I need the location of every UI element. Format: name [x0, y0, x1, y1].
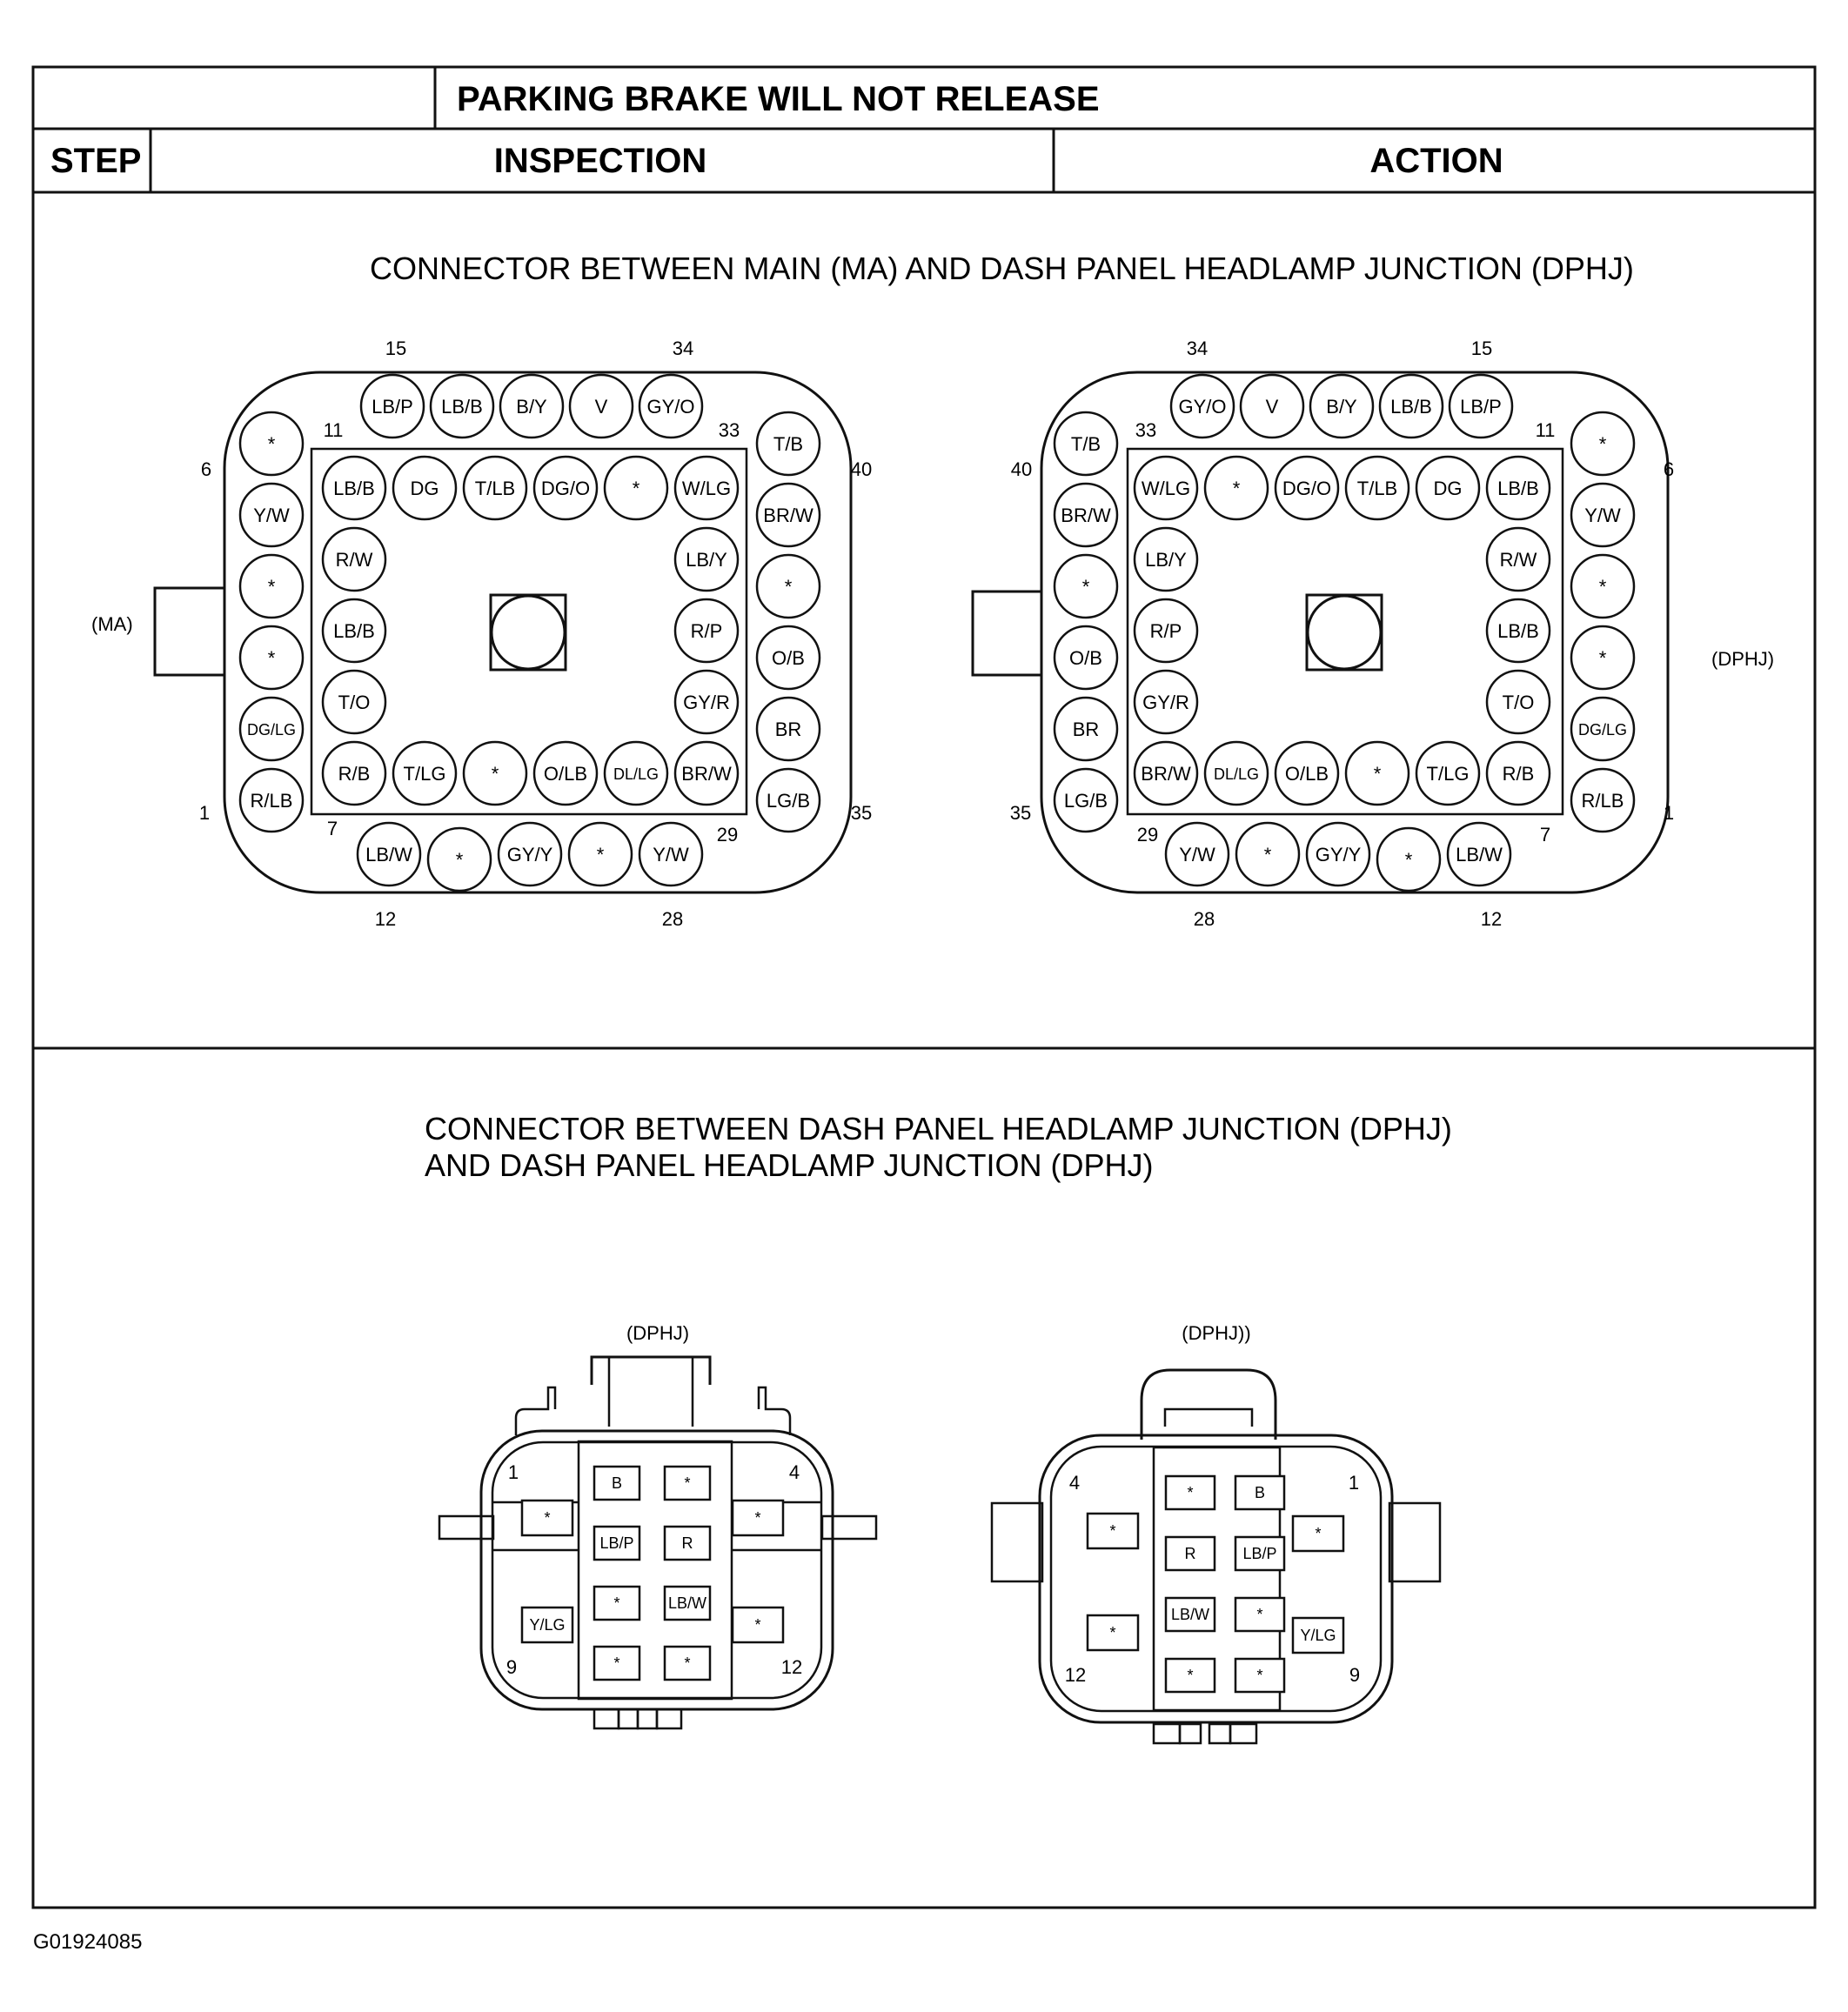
pin-cavity	[500, 375, 563, 438]
svg-text:BR/W: BR/W	[1061, 505, 1111, 526]
svg-text:R/LB: R/LB	[250, 790, 293, 812]
connector-dphj-12pin-right	[992, 1322, 1440, 1743]
pin-cavity	[1235, 1598, 1284, 1631]
connector-latch	[973, 592, 1041, 675]
pin-cavity	[431, 375, 493, 438]
pin-number-6: 6	[200, 458, 212, 480]
pin-cavity	[1571, 555, 1634, 618]
pin-number-33: 33	[1135, 419, 1157, 441]
pin-cavity	[639, 823, 702, 886]
pin-cavity	[323, 599, 385, 662]
svg-text:O/LB: O/LB	[543, 763, 588, 785]
svg-text:*: *	[1404, 849, 1413, 871]
bottom-row-pins	[1166, 823, 1510, 891]
svg-text:DG: DG	[1433, 478, 1463, 499]
pin-cavity	[1571, 626, 1634, 689]
pin-cavity	[1135, 671, 1197, 733]
center-post	[1308, 596, 1381, 669]
connector-dphj-12pin-left	[439, 1322, 876, 1728]
svg-text:*: *	[455, 849, 464, 871]
svg-text:*: *	[1315, 1525, 1322, 1542]
svg-text:LB/P: LB/P	[372, 396, 413, 418]
pin-cavity	[594, 1527, 639, 1560]
pin-cavity	[1448, 823, 1510, 886]
svg-text:*: *	[1256, 1606, 1263, 1623]
pin-cavity	[1166, 1476, 1215, 1509]
svg-text:R/W: R/W	[335, 549, 373, 571]
pin-number-6: 6	[1663, 458, 1675, 480]
pin-cavity	[605, 742, 667, 805]
pin-cavity	[240, 769, 303, 832]
pin-cavity	[1293, 1618, 1343, 1653]
svg-text:*: *	[1263, 844, 1272, 866]
pin-cavity	[1088, 1514, 1138, 1548]
action-column-header: ACTION	[1369, 142, 1503, 180]
svg-text:O/B: O/B	[1069, 647, 1102, 669]
pin-number-7: 7	[1539, 824, 1551, 846]
figure-id: G01924085	[33, 1930, 143, 1954]
pin-cavity	[1235, 1476, 1284, 1509]
pin-cavity	[757, 769, 820, 832]
pin-cavity	[1346, 457, 1409, 519]
svg-text:LB/P: LB/P	[599, 1534, 634, 1552]
svg-text:R: R	[1184, 1545, 1196, 1562]
pin-number-28: 28	[661, 908, 684, 930]
pin-number-29: 29	[1136, 824, 1159, 846]
svg-text:LG/B: LG/B	[1063, 790, 1108, 812]
svg-text:LB/B: LB/B	[441, 396, 483, 418]
svg-text:*: *	[1598, 647, 1607, 669]
pin-cavity	[665, 1647, 710, 1680]
svg-text:*: *	[1187, 1667, 1194, 1684]
pin-cavity	[1571, 698, 1634, 760]
connector-dphj-40pin	[973, 338, 1774, 930]
pin-cavity	[323, 457, 385, 519]
side-tab	[992, 1503, 1042, 1581]
svg-text:R/B: R/B	[1502, 763, 1535, 785]
pin-cavity	[1276, 457, 1338, 519]
pin-cavity	[1276, 742, 1338, 805]
pin-cavity	[1055, 412, 1117, 475]
step-column-header: STEP	[50, 142, 142, 180]
svg-text:LB/B: LB/B	[1390, 396, 1432, 418]
svg-text:O/B: O/B	[772, 647, 805, 669]
pin-cavity	[464, 457, 526, 519]
pin-cavity	[1205, 457, 1268, 519]
svg-text:BR/W: BR/W	[1141, 763, 1191, 785]
pin-number-1: 1	[507, 1461, 519, 1483]
svg-text:LG/B: LG/B	[766, 790, 811, 812]
pin-cavity	[499, 823, 561, 886]
svg-text:GY/O: GY/O	[1178, 396, 1227, 418]
svg-text:BR/W: BR/W	[763, 505, 814, 526]
connector-label: (MA)	[91, 613, 133, 635]
svg-text:GY/Y: GY/Y	[506, 844, 553, 866]
pin-cavity	[1235, 1537, 1284, 1570]
svg-text:LB/W: LB/W	[365, 844, 412, 866]
svg-text:T/B: T/B	[773, 433, 804, 455]
pin-cavity	[323, 671, 385, 733]
connector-body	[1040, 1435, 1392, 1722]
svg-text:T/LB: T/LB	[1356, 478, 1398, 499]
svg-text:*: *	[267, 647, 276, 669]
pin-cavity	[1236, 823, 1299, 886]
svg-text:R/B: R/B	[338, 763, 371, 785]
pin-cavity	[534, 742, 597, 805]
svg-text:*: *	[754, 1509, 761, 1527]
pin-cavity	[1235, 1659, 1284, 1692]
pin-cavity	[675, 457, 738, 519]
svg-text:LB/B: LB/B	[333, 478, 375, 499]
svg-text:*: *	[1373, 763, 1382, 785]
pin-cavity	[1205, 742, 1268, 805]
pin-cavity	[1416, 457, 1479, 519]
pin-cavity	[240, 626, 303, 689]
svg-text:*: *	[684, 1654, 691, 1672]
pin-cavity	[675, 671, 738, 733]
svg-text:B: B	[611, 1474, 623, 1492]
side-tab	[439, 1516, 493, 1539]
pin-cavity	[1241, 375, 1303, 438]
inner-top-row-pins	[1135, 457, 1550, 519]
pin-number-1: 1	[1348, 1472, 1360, 1494]
pin-cavity	[757, 412, 820, 475]
svg-text:LB/Y: LB/Y	[686, 549, 727, 571]
svg-text:*: *	[491, 763, 499, 785]
pin-cavity	[1380, 375, 1443, 438]
svg-text:LB/B: LB/B	[1497, 620, 1539, 642]
pin-cavity	[1487, 742, 1550, 805]
connector-body	[481, 1431, 833, 1709]
svg-text:R/P: R/P	[690, 620, 723, 642]
pin-cavity	[665, 1467, 710, 1500]
svg-text:V: V	[594, 396, 608, 418]
svg-text:*: *	[1256, 1667, 1263, 1684]
svg-text:Y/W: Y/W	[253, 505, 290, 526]
svg-text:*: *	[1187, 1484, 1194, 1501]
inner-bottom-row-pins	[1135, 742, 1550, 805]
pin-number-12: 12	[1480, 908, 1503, 930]
left-column-pins	[1055, 412, 1117, 832]
inner-right-column-pins	[675, 528, 738, 733]
left-column-pins	[240, 412, 303, 832]
pin-cavity	[1135, 742, 1197, 805]
pin-cavity	[464, 742, 526, 805]
pin-cavity	[1166, 1537, 1215, 1570]
pin-cavity	[570, 375, 633, 438]
pin-cavity	[1487, 599, 1550, 662]
svg-text:LB/W: LB/W	[667, 1594, 707, 1612]
inner-left-column-pins	[323, 528, 385, 733]
svg-text:LB/B: LB/B	[333, 620, 375, 642]
page-title: PARKING BRAKE WILL NOT RELEASE	[457, 80, 1100, 118]
svg-text:DG/O: DG/O	[540, 478, 591, 499]
svg-text:GY/Y: GY/Y	[1315, 844, 1362, 866]
svg-text:LB/Y: LB/Y	[1145, 549, 1187, 571]
pin-cavity	[1135, 457, 1197, 519]
connector-ma-40pin	[91, 338, 872, 930]
svg-text:*: *	[1232, 478, 1241, 499]
svg-text:LB/B: LB/B	[1497, 478, 1539, 499]
svg-text:R/LB: R/LB	[1581, 790, 1624, 812]
svg-text:B/Y: B/Y	[516, 396, 547, 418]
pin-cavity	[1055, 484, 1117, 546]
pin-number-40: 40	[1010, 458, 1033, 480]
inspection-column-header: INSPECTION	[493, 142, 707, 180]
pin-cavity	[675, 742, 738, 805]
pin-number-11: 11	[1535, 419, 1556, 441]
pin-cavity	[1487, 671, 1550, 733]
pin-cavity	[1377, 828, 1440, 891]
svg-text:Y/W: Y/W	[653, 844, 689, 866]
svg-text:GY/R: GY/R	[1142, 692, 1189, 713]
connector-label: (DPHJ)	[1711, 648, 1775, 670]
svg-text:LB/P: LB/P	[1460, 396, 1502, 418]
svg-text:O/LB: O/LB	[1284, 763, 1329, 785]
pin-cavity	[1571, 769, 1634, 832]
svg-text:*: *	[1109, 1624, 1116, 1641]
svg-text:LB/W: LB/W	[1456, 844, 1503, 866]
pin-cavity	[639, 375, 702, 438]
pin-cavity	[1487, 457, 1550, 519]
pin-cavity	[665, 1527, 710, 1560]
pin-cavity	[569, 823, 632, 886]
svg-text:DG/O: DG/O	[1282, 478, 1332, 499]
pin-cavity	[594, 1647, 639, 1680]
pin-cavity	[675, 599, 738, 662]
pin-number-15: 15	[385, 338, 407, 359]
pin-cavity	[534, 457, 597, 519]
svg-text:BR: BR	[774, 719, 802, 740]
connector-latch	[1142, 1370, 1276, 1440]
svg-text:B: B	[1254, 1484, 1266, 1501]
svg-text:*: *	[596, 844, 605, 866]
pin-cavity	[1416, 742, 1479, 805]
bottom-row-pins	[358, 823, 702, 891]
pin-cavity	[393, 457, 456, 519]
center-post	[492, 596, 565, 669]
svg-text:R: R	[681, 1534, 693, 1552]
inner-right-column-pins	[1487, 528, 1550, 733]
pin-number-12: 12	[780, 1656, 803, 1678]
pin-cavity	[358, 823, 420, 886]
svg-text:GY/R: GY/R	[683, 692, 730, 713]
svg-text:*: *	[613, 1654, 620, 1672]
svg-text:*: *	[754, 1616, 761, 1634]
svg-text:DG: DG	[410, 478, 439, 499]
pin-cavity	[240, 484, 303, 546]
pin-cavity	[1166, 1598, 1215, 1631]
pin-number-4: 4	[1068, 1472, 1081, 1494]
pin-cavity	[1088, 1615, 1138, 1650]
svg-text:DG/LG: DG/LG	[1577, 721, 1628, 739]
right-column-pins	[1571, 412, 1634, 832]
pin-cavity	[240, 555, 303, 618]
section2-title-line2: AND DASH PANEL HEADLAMP JUNCTION (DPHJ)	[425, 1147, 1154, 1183]
pin-number-9: 9	[1349, 1664, 1361, 1686]
pin-cavity	[393, 742, 456, 805]
table-frame	[33, 67, 1815, 1908]
pin-cavity	[757, 555, 820, 618]
pin-number-7: 7	[326, 818, 338, 839]
pin-number-34: 34	[672, 338, 694, 359]
svg-text:B/Y: B/Y	[1326, 396, 1357, 418]
pin-number-12: 12	[374, 908, 397, 930]
svg-text:LB/W: LB/W	[1170, 1606, 1210, 1623]
svg-text:LB/P: LB/P	[1242, 1545, 1277, 1562]
svg-text:DL/LG: DL/LG	[1213, 765, 1260, 783]
pin-number-40: 40	[850, 458, 873, 480]
side-tab	[1389, 1503, 1440, 1581]
pin-cavity	[240, 412, 303, 475]
pin-cavity	[757, 626, 820, 689]
pin-cavity	[594, 1587, 639, 1620]
svg-text:R/W: R/W	[1499, 549, 1537, 571]
pin-cavity	[1346, 742, 1409, 805]
inner-left-column-pins	[1135, 528, 1197, 733]
connector-label: (DPHJ)	[626, 1322, 690, 1344]
inner-bottom-row-pins	[323, 742, 738, 805]
pin-number-1: 1	[1663, 802, 1675, 824]
pin-cavity	[323, 528, 385, 591]
pin-number-4: 4	[788, 1461, 800, 1483]
pin-cavity	[240, 698, 303, 760]
svg-text:Y/W: Y/W	[1179, 844, 1215, 866]
svg-text:T/O: T/O	[338, 692, 371, 713]
side-tab	[822, 1516, 876, 1539]
top-row-pins	[1171, 375, 1512, 438]
svg-text:*: *	[1081, 576, 1090, 598]
svg-text:W/LG: W/LG	[1141, 478, 1191, 499]
pin-cavity	[1571, 484, 1634, 546]
pin-cavity	[1310, 375, 1373, 438]
svg-text:*: *	[613, 1594, 620, 1612]
pin-cavity	[1055, 626, 1117, 689]
section1-title: CONNECTOR BETWEEN MAIN (MA) AND DASH PANEL HEADLAMP JUNCTION (DPHJ)	[370, 251, 1634, 286]
svg-text:DL/LG: DL/LG	[613, 765, 660, 783]
pin-cavity	[733, 1501, 783, 1535]
pin-cavity	[757, 484, 820, 546]
section2-title-line1: CONNECTOR BETWEEN DASH PANEL HEADLAMP JUNCTION (DPHJ)	[425, 1111, 1452, 1146]
svg-text:T/LB: T/LB	[474, 478, 516, 499]
svg-text:GY/O: GY/O	[646, 396, 695, 418]
pin-cavity	[428, 828, 491, 891]
pin-cavity	[1450, 375, 1512, 438]
connector-label: (DPHJ))	[1182, 1322, 1251, 1344]
svg-text:R/P: R/P	[1149, 620, 1182, 642]
svg-text:T/B: T/B	[1070, 433, 1101, 455]
svg-text:BR: BR	[1072, 719, 1100, 740]
svg-text:*: *	[684, 1474, 691, 1492]
svg-text:*: *	[267, 433, 276, 455]
pin-cavity	[605, 457, 667, 519]
pin-cavity	[323, 742, 385, 805]
top-row-pins	[361, 375, 702, 438]
pin-cavity	[361, 375, 424, 438]
pin-number-12: 12	[1064, 1664, 1087, 1686]
svg-text:*: *	[1109, 1522, 1116, 1540]
pin-cavity	[733, 1608, 783, 1642]
pin-number-11: 11	[323, 419, 344, 441]
pin-number-35: 35	[850, 802, 873, 824]
pin-number-28: 28	[1193, 908, 1215, 930]
pin-cavity	[1055, 555, 1117, 618]
svg-text:*: *	[632, 478, 640, 499]
svg-text:*: *	[267, 576, 276, 598]
connector-latch	[155, 588, 224, 675]
pin-cavity	[1571, 412, 1634, 475]
svg-text:*: *	[1598, 576, 1607, 598]
pin-cavity	[1055, 769, 1117, 832]
svg-text:*: *	[1598, 433, 1607, 455]
pin-cavity	[757, 698, 820, 760]
pin-cavity	[522, 1501, 572, 1535]
svg-text:Y/LG: Y/LG	[529, 1616, 566, 1634]
svg-text:Y/LG: Y/LG	[1300, 1627, 1336, 1644]
pin-cavity	[1293, 1516, 1343, 1551]
svg-text:T/O: T/O	[1502, 692, 1535, 713]
pin-number-1: 1	[198, 802, 211, 824]
pin-number-15: 15	[1470, 338, 1493, 359]
pin-cavity	[1307, 823, 1369, 886]
pin-number-34: 34	[1186, 338, 1209, 359]
pin-cavity	[1166, 823, 1229, 886]
svg-text:DG/LG: DG/LG	[246, 721, 297, 739]
pin-number-9: 9	[506, 1656, 518, 1678]
svg-text:T/LG: T/LG	[1426, 763, 1470, 785]
svg-text:*: *	[784, 576, 793, 598]
pin-cavity	[675, 528, 738, 591]
pin-number-33: 33	[718, 419, 740, 441]
svg-text:T/LG: T/LG	[403, 763, 446, 785]
pin-cavity	[665, 1587, 710, 1620]
pin-cavity	[1171, 375, 1234, 438]
pin-number-35: 35	[1009, 802, 1032, 824]
svg-text:*: *	[544, 1509, 551, 1527]
svg-text:BR/W: BR/W	[681, 763, 732, 785]
right-column-pins	[757, 412, 820, 832]
pin-cavity	[1135, 528, 1197, 591]
svg-text:V: V	[1265, 396, 1279, 418]
inner-top-row-pins	[323, 457, 738, 519]
pin-cavity	[1487, 528, 1550, 591]
pin-cavity	[594, 1467, 639, 1500]
pin-cavity	[1166, 1659, 1215, 1692]
svg-text:W/LG: W/LG	[681, 478, 732, 499]
pin-cavity	[1135, 599, 1197, 662]
pin-cavity	[522, 1608, 572, 1642]
svg-text:Y/W: Y/W	[1584, 505, 1621, 526]
pin-number-29: 29	[716, 824, 739, 846]
pin-cavity	[1055, 698, 1117, 760]
